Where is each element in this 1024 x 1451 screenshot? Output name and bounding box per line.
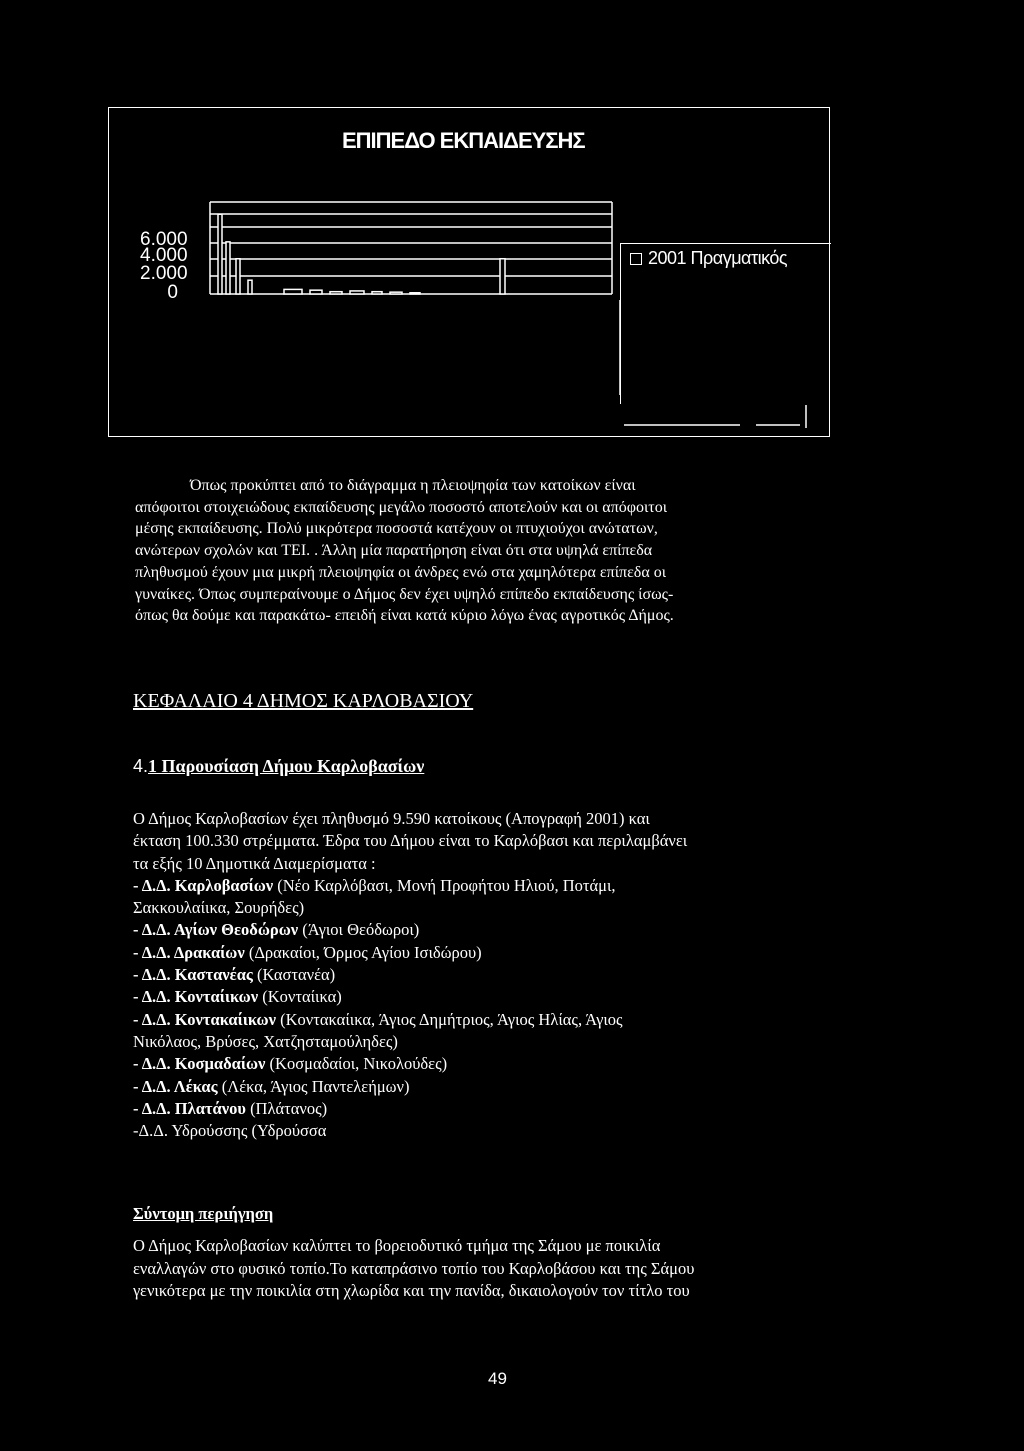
para1-line: μέσης εκπαίδευσης. Πολύ μικρότερα ποσοστά κατέχουν οι πτυχιούχοι ανώτατων, [135,520,658,538]
y-tick-2000: 2.000 [140,263,188,284]
bar [350,291,364,294]
district-prefix: - Δ.Δ. [133,920,174,940]
bar [372,292,382,294]
district-item [133,919,868,941]
district-item [133,964,868,986]
y-tick-0: 0 [167,282,178,303]
district-detail: (Κοντακαίικα, Άγιος Δημήτριος, Άγιος Ηλίας, Άγιος [275,1009,623,1029]
chapter-heading: ΚΕΦΑΛΑΙΟ 4 ΔΗΜΟΣ ΚΑΡΛΟΒΑΣΙΟΥ [133,690,474,712]
district-list [133,875,868,1143]
district-item [133,897,868,919]
district-prefix: - Δ.Δ. [133,1098,175,1118]
district-item [133,1053,868,1075]
tour-line: εναλλαγών στο φυσικό τοπίο.Το καταπράσινο τοπίο του Καρλοβάσου και της Σάμου [133,1258,695,1278]
paragraph-education [135,475,868,627]
para1-line: πληθυσμού έχουν μια μικρή πλειοψηφία οι άνδρες ενώ στα χαμηλότερα επίπεδα οι [135,563,667,581]
bar [310,290,322,294]
district-name: Κοντακαίικων [174,1009,276,1029]
district-detail: (Λέκα, Άγιος Παντελεήμων) [217,1076,410,1096]
district-detail: Σακκουλαίικα, Σουρήδες) [133,898,305,918]
bar [236,259,240,294]
tour-paragraph [133,1235,868,1303]
district-name: Κονταίικων [174,987,259,1007]
district-name: Καστανέας [174,965,253,985]
district-detail: (Πλάτανος) [245,1098,328,1118]
chart-title: ΕΠΙΠΕΔΟ ΕΚΠΑΙΔΕΥΣΗΣ [342,128,585,153]
district-detail: (Δρακαίοι, Όρμος Αγίου Ισιδώρου) [244,942,482,962]
section-number: 4. [133,756,149,776]
bar [330,292,342,294]
district-detail: (Κοσμαδαίοι, Νικολούδες) [265,1054,448,1074]
district-name: Δρακαίων [173,942,245,962]
district-prefix: - Δ.Δ. [133,1054,175,1074]
district-prefix: - Δ.Δ. [133,1009,175,1029]
district-detail: Υδρούσσης (Υδρούσσα [171,1121,327,1141]
para1-line: όπως θα δούμε και παρακάτω- επειδή είναι κατά κύριο λόγω ένας αγροτικός Δήμος. [135,607,674,625]
district-item [133,986,868,1008]
page-number: 49 [488,1369,507,1388]
legend-swatch [630,253,642,265]
y-tick-4000: 4.000 [140,245,188,266]
district-item [133,1031,868,1053]
district-item [133,875,868,897]
district-name: Λέκας [173,1076,218,1096]
bar [500,259,505,294]
district-prefix: - Δ.Δ. [133,1076,174,1096]
district-prefix: -Δ.Δ. [133,1121,172,1141]
district-prefix: - Δ.Δ. [133,965,175,985]
district-prefix: - Δ.Δ. [133,875,175,895]
bar [284,289,302,294]
district-item [133,1009,868,1031]
district-detail: Νικόλαος, Βρύσες, Χατζησταμούληδες) [133,1031,398,1051]
district-detail: (Άγιοι Θεόδωροι) [298,920,420,940]
district-name: Πλατάνου [174,1098,246,1118]
para1-line: γυναίκες. Όπως συμπεραίνουμε ο Δήμος δεν έχει υψηλό επίπεδο εκπαίδευσης ίσως- [135,585,674,603]
district-name: Αγίων Θεοδώρων [173,920,299,940]
bar [226,242,230,294]
legend-label: 2001 Πραγματικός [648,248,788,268]
section-heading [133,756,424,777]
tour-heading: Σύντομη περιήγηση [133,1204,274,1223]
bar [390,292,402,294]
intro-line: Ο Δήμος Καρλοβασίων έχει πληθυσμό 9.590 κατοίκους (Απογραφή 2001) και [133,809,650,828]
district-detail: (Κονταίικα) [258,987,342,1007]
district-name: Κοσμαδαίων [174,1054,266,1074]
chart-plot [0,0,1024,460]
district-name: Καρλοβασίων [174,875,274,895]
tour-line: Ο Δήμος Καρλοβασίων καλύπτει το βορειοδυτικό τμήμα της Σάμου με ποικιλία [133,1236,661,1255]
district-item [133,942,868,964]
district-item [133,1076,868,1098]
bar [410,293,420,294]
section-title: 1 Παρουσίαση Δήμου Καρλοβασίων [148,756,425,776]
y-tick-6000: 6.000 [140,229,188,250]
district-item [133,1098,868,1120]
district-prefix: - Δ.Δ. [133,942,174,962]
municipality-description [133,808,868,1142]
district-detail: (Νέο Καρλόβασι, Μονή Προφήτου Ηλιού, Ποτάμι, [273,875,616,895]
district-detail: (Καστανέα) [252,965,336,985]
bar [248,280,252,294]
district-item [133,1120,868,1142]
para1-line: ανώτερων σχολών και ΤΕΙ. . Άλλη μία παρατήρηση είναι ότι στα υψηλά επίπεδα [135,542,653,560]
para1-line: απόφοιτοι στοιχειώδους εκπαίδευσης μεγάλο ποσοστό αποτελούν και οι απόφοιτοι [135,498,668,516]
district-prefix: - Δ.Δ. [133,987,175,1007]
bar [218,214,222,294]
tour-line: γενικότερα με την ποικιλία στη χλωρίδα και την πανίδα, δικαιολογούν τον τίτλο του [133,1281,690,1300]
intro-line: έκταση 100.330 στρέμματα. Έδρα του Δήμου είναι το Καρλόβασι και περιλαμβάνει [133,831,688,851]
chart-legend [620,243,831,404]
intro-line: τα εξής 10 Δημοτικά Διαμερίσματα : [133,853,376,873]
para1-line: Όπως προκύπτει από το διάγραμμα η πλειοψηφία των κατοίκων είναι [190,477,636,494]
